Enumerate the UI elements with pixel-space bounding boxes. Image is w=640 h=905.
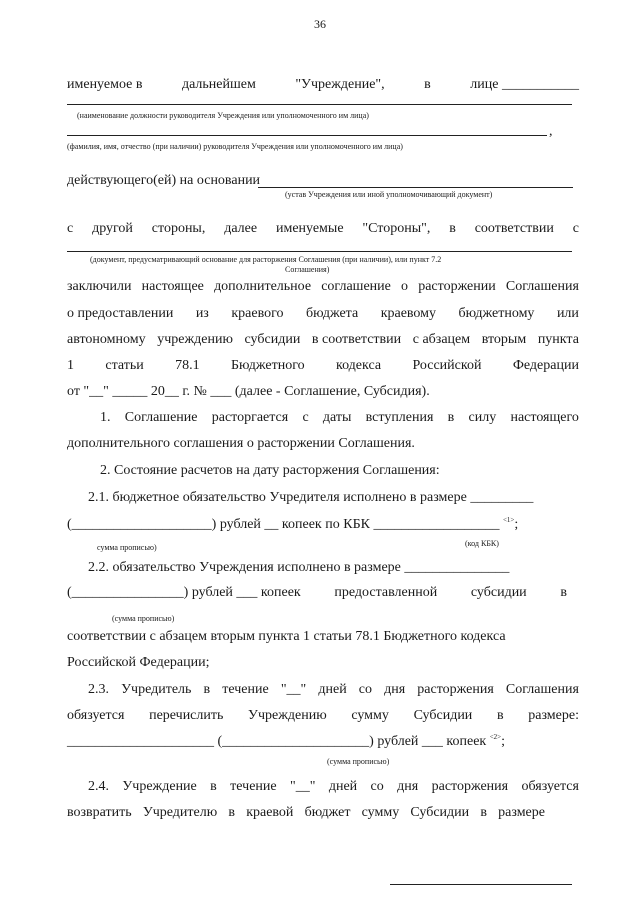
word: о предоставлении bbox=[67, 306, 174, 321]
word: "Учреждение", bbox=[295, 77, 385, 92]
word: с bbox=[302, 410, 309, 425]
item-2-2-line: 2.2. обязательство Учреждения исполнено в размере _______________ bbox=[88, 560, 510, 575]
word: 2.3. bbox=[88, 682, 109, 697]
blank-line bbox=[258, 187, 573, 188]
word: вступления bbox=[365, 410, 434, 425]
word: пункта bbox=[537, 332, 579, 347]
word: в bbox=[480, 805, 487, 820]
word: дня bbox=[397, 779, 419, 794]
word: Учредителю bbox=[142, 805, 218, 820]
word: перечислить bbox=[149, 708, 224, 723]
word: автономному bbox=[67, 332, 146, 347]
paragraph-line bbox=[67, 358, 579, 374]
note-document-line2: Соглашения) bbox=[285, 265, 330, 274]
item-2-3-line bbox=[67, 733, 505, 750]
item-2-1-line bbox=[67, 516, 518, 533]
word: Субсидии bbox=[410, 805, 470, 820]
word: расторгается bbox=[211, 410, 289, 425]
word: дней bbox=[318, 682, 347, 697]
note-sum-in-words: сумма прописью) bbox=[97, 543, 157, 552]
word: дня bbox=[384, 682, 406, 697]
footnote-separator bbox=[390, 884, 572, 885]
footnote-marker: <2> bbox=[489, 733, 502, 741]
blank-line bbox=[67, 104, 572, 105]
word: "Стороны", bbox=[362, 221, 431, 236]
note-kbk: (код КБК) bbox=[465, 539, 499, 548]
word: с bbox=[67, 221, 74, 236]
word: 2.4. bbox=[88, 779, 109, 794]
word: заключили bbox=[67, 279, 132, 294]
word: "__" bbox=[280, 682, 307, 697]
word: размере bbox=[498, 805, 545, 820]
punctuation: ; bbox=[501, 734, 506, 749]
word: течение bbox=[222, 682, 269, 697]
word: 78.1 bbox=[175, 358, 200, 373]
item-1-line bbox=[100, 410, 579, 426]
blank-line bbox=[67, 135, 547, 136]
note-document-line1: (документ, предусматривающий основание для расторжения Соглашения (при наличии), или пункт 7.2 bbox=[90, 255, 442, 264]
paragraph-line bbox=[67, 332, 579, 348]
word: (________________) рублей ___ копеек bbox=[67, 585, 301, 600]
word: краевому bbox=[380, 306, 437, 321]
word: предоставленной bbox=[334, 585, 438, 600]
word: в bbox=[228, 805, 235, 820]
word: Российской bbox=[412, 358, 482, 373]
word: с bbox=[572, 221, 579, 236]
comma: , bbox=[549, 124, 553, 139]
word: соответствии bbox=[474, 221, 554, 236]
word: с абзацем bbox=[412, 332, 471, 347]
item-2-3-line bbox=[67, 708, 579, 724]
word: "__" bbox=[290, 779, 316, 794]
word: в bbox=[560, 585, 567, 600]
word: обязуется bbox=[521, 779, 579, 794]
word: расторжения bbox=[431, 779, 509, 794]
word: сумму bbox=[361, 805, 400, 820]
word: расторжения bbox=[417, 682, 494, 697]
note-full-name: (фамилия, имя, отчество (при наличии) руководителя Учреждения или уполномоченного им лица) bbox=[67, 142, 403, 151]
word: в bbox=[449, 221, 456, 236]
word: возвратить bbox=[67, 805, 132, 820]
word: в bbox=[424, 77, 431, 92]
word: краевого bbox=[231, 306, 284, 321]
paragraph-line: от "__" _____ 20__ г. № ___ (далее - Соглашение, Субсидия). bbox=[67, 384, 430, 399]
note-charter: (устав Учреждения или иной уполномочивающий документ) bbox=[285, 190, 493, 199]
word: размере: bbox=[528, 708, 579, 723]
word: бюджетному bbox=[458, 306, 535, 321]
item-2-2-line: соответствии с абзацем вторым пункта 1 статьи 78.1 Бюджетного кодекса bbox=[67, 629, 506, 644]
word: Бюджетного bbox=[230, 358, 305, 373]
word: Учреждение bbox=[122, 779, 197, 794]
word: о bbox=[401, 279, 409, 294]
word: соглашение bbox=[321, 279, 391, 294]
word: в bbox=[203, 682, 211, 697]
word: в bbox=[210, 779, 217, 794]
word: в bbox=[496, 708, 504, 723]
word: или bbox=[556, 306, 579, 321]
word: вторым bbox=[481, 332, 527, 347]
footnote-marker: <1> bbox=[502, 516, 515, 524]
item-2-2-line bbox=[67, 585, 567, 601]
word: субсидии bbox=[470, 585, 527, 600]
page-number: 36 bbox=[314, 17, 326, 31]
word: другой bbox=[92, 221, 133, 236]
word: из bbox=[195, 306, 209, 321]
word: кодекса bbox=[335, 358, 382, 373]
word: учреждению bbox=[157, 332, 233, 347]
intro-line bbox=[67, 77, 579, 93]
word: субсидии bbox=[244, 332, 301, 347]
word: именуемое в bbox=[67, 77, 143, 92]
word: краевой bbox=[246, 805, 294, 820]
word: 1 bbox=[67, 358, 74, 373]
word: силу bbox=[468, 410, 497, 425]
word: лице ___________ bbox=[470, 77, 579, 92]
word: Учреждению bbox=[248, 708, 327, 723]
word: обязуется bbox=[67, 708, 125, 723]
word: дней bbox=[328, 779, 358, 794]
word: статьи bbox=[105, 358, 144, 373]
paragraph-line bbox=[67, 306, 579, 322]
word: бюджета bbox=[305, 306, 359, 321]
item-2-1-text: (____________________) рублей __ копеек по КБК __________________ bbox=[67, 517, 500, 532]
word: Соглашения bbox=[505, 279, 579, 294]
acting-basis-label: действующего(ей) на основании bbox=[67, 173, 261, 188]
blank-line bbox=[67, 251, 572, 252]
word: далее bbox=[224, 221, 258, 236]
word: Федерации bbox=[512, 358, 579, 373]
note-official-title: (наименование должности руководителя Учреждения или уполномоченного им лица) bbox=[77, 111, 369, 120]
word: со bbox=[370, 779, 384, 794]
word: именуемые bbox=[275, 221, 344, 236]
item-2-3-line bbox=[88, 682, 579, 698]
word: Соглашения bbox=[505, 682, 579, 697]
word: дальнейшем bbox=[181, 77, 256, 92]
word: стороны, bbox=[151, 221, 206, 236]
item-2-3-text: _____________________ (_____________________) рублей ___ копеек bbox=[67, 734, 487, 749]
word: настоящее bbox=[141, 279, 204, 294]
word: течение bbox=[230, 779, 277, 794]
item-2-1-line: 2.1. бюджетное обязательство Учредителя исполнено в размере _________ bbox=[88, 490, 534, 505]
item-2-2-line: Российской Федерации; bbox=[67, 655, 210, 670]
word: настоящего bbox=[510, 410, 579, 425]
item-1-line: дополнительного соглашения о расторжении Соглашения. bbox=[67, 436, 415, 451]
punctuation: ; bbox=[514, 517, 519, 532]
note-sum-in-words: (сумма прописью) bbox=[112, 614, 175, 623]
word: в bbox=[447, 410, 455, 425]
word: в соответствии bbox=[311, 332, 402, 347]
parties-line bbox=[67, 221, 579, 237]
word: Учредитель bbox=[121, 682, 192, 697]
paragraph-line bbox=[67, 279, 579, 295]
note-sum-in-words: (сумма прописью) bbox=[327, 757, 390, 766]
word: даты bbox=[322, 410, 352, 425]
word: дополнительное bbox=[214, 279, 312, 294]
word: Соглашение bbox=[124, 410, 198, 425]
word: со bbox=[358, 682, 373, 697]
item-2-4-line bbox=[88, 779, 579, 795]
word: сумму bbox=[351, 708, 389, 723]
word: 1. bbox=[100, 410, 111, 425]
item-2-4-line bbox=[67, 805, 545, 821]
word: Субсидии bbox=[413, 708, 473, 723]
word: бюджет bbox=[304, 805, 351, 820]
item-2: 2. Состояние расчетов на дату расторжения Соглашения: bbox=[100, 463, 440, 478]
word: расторжении bbox=[418, 279, 496, 294]
